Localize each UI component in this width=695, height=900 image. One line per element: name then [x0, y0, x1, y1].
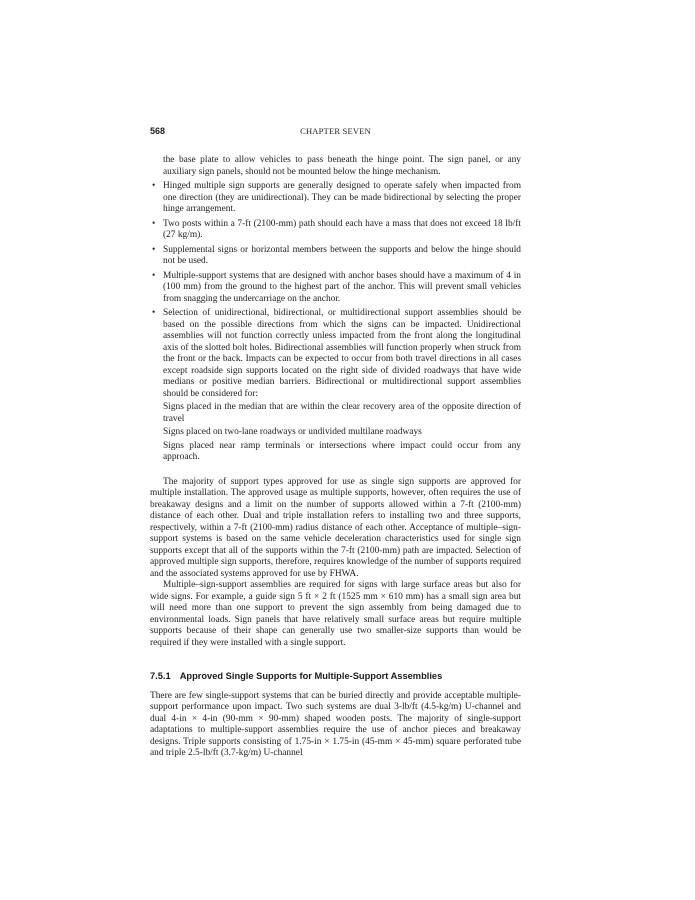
bullet-item: [150, 181, 521, 216]
bullet-text: Selection of unidirectional, bidirectional, or multidirectional support assemblies should be based on the possible directions from which the signs can be impacted. Unidirectional assemblies will not function correctly unless impacted from the front along the longitudinal axis of the slotted bolt holes. Bidirectional assemblies will function properly when struck from the front or the back. Impacts can be expected to occur from both travel directions in all cases except roadside sign supports located on the right side of divided roadways that have wide medians or positive median barriers. Bidirectional or multidirectional support assemblies should be considered for:: [163, 308, 521, 399]
page-body: [150, 155, 521, 760]
bullet-marker: •: [152, 181, 156, 191]
continued-paragraph: the base plate to allow vehicles to pass beneath the hinge point. The sign panel, or any auxiliary sign panels, should not be mounted below the hinge mechanism.: [163, 155, 521, 177]
bullet-marker: •: [152, 308, 156, 318]
bullet-list: [150, 181, 521, 464]
bullet-marker: •: [152, 218, 156, 229]
bullet-text: Two posts within a 7-ft (2100-mm) path should each have a mass that does not exceed 18 lb/ft (27 kg/m).: [163, 218, 521, 240]
bullet-subitem: Signs placed near ramp terminals or intersections where impact could occur from any approach.: [163, 440, 521, 462]
bullet-item: [150, 271, 521, 306]
page-header: [150, 126, 521, 140]
section-heading: [150, 671, 521, 683]
section-body-paragraph: There are few single-support systems that can be buried directly and provide acceptable multiple-support performance upon impact. Two such systems are dual 3-lb/ft (4.5-kg/m) U-channel and dual 4-in × 4-in (90-mm × 90-mm) shaped wooden posts. The majority of single-support adaptations to multiple-support assemblies require the use of anchor pieces and breakaway designs. Triple supports consisting of 1.75-in × 1.75-in (45-mm × 45-mm) square perforated tube and triple 2.5-lb/ft (3.7-kg/m) U-channel: [150, 690, 521, 758]
bullet-item: [150, 245, 521, 268]
bullet-marker: •: [152, 270, 156, 281]
bullet-item: [150, 219, 521, 242]
section-title: Approved Single Supports for Multiple-Support Assemblies: [179, 671, 443, 681]
section-number: 7.5.1: [150, 671, 171, 681]
bullet-text: Multiple-support systems that are designed with anchor bases should have a maximum of 4 in (100 mm) from the ground to the highest part of the anchor. This will prevent small vehicles from snagging the undercarriage on the anchor.: [163, 270, 521, 304]
page-number: 568: [150, 126, 166, 136]
bullet-subitem: Signs placed in the median that are within the clear recovery area of the opposite direction of travel: [163, 402, 521, 424]
bullet-text: Supplemental signs or horizontal members between the supports and below the hinge should not be used.: [163, 244, 521, 266]
bullet-subitem: Signs placed on two-lane roadways or undivided multilane roadways: [163, 427, 422, 437]
chapter-title: CHAPTER SEVEN: [300, 126, 371, 136]
bullet-text: Hinged multiple sign supports are generally designed to operate safely when impacted from one direction (they are unidirectional). They can be made bidirectional by selecting the proper hinge arrangement.: [163, 181, 521, 214]
body-paragraph: Multiple–sign-support assemblies are required for signs with large surface areas but also for wide signs. For example, a guide sign 5 ft × 2 ft (1525 mm × 610 mm) has a small sign area but will need more than one support to prevent the sign assembly from being damaged due to environmental loads. Sign panels that have relatively small surface areas but require multiple supports because of their shape can generally use two smaller-size supports than would be required if they were installed with a single support.: [150, 580, 521, 648]
bullet-item: [150, 308, 521, 464]
body-paragraph: The majority of support types approved for use as single sign supports are approved for multiple installation. The approved usage as multiple supports, however, often requires the use of breakaway designs and a limit on the number of supports allowed within a 7-ft (2100-mm) distance of each other. Dual and triple installation refers to installing two and three supports, respectively, within a 7-ft (2100-mm) radius distance of each other. Acceptance of multiple–sign-support systems is based on the same vehicle deceleration characteristics used for single sign supports except that all of the supports within the 7-ft (2100-mm) path are impacted. Selection of approved multiple sign supports, therefore, requires knowledge of the number of supports required and the associated systems approved for use by FHWA.: [150, 476, 521, 579]
bullet-marker: •: [152, 244, 156, 255]
